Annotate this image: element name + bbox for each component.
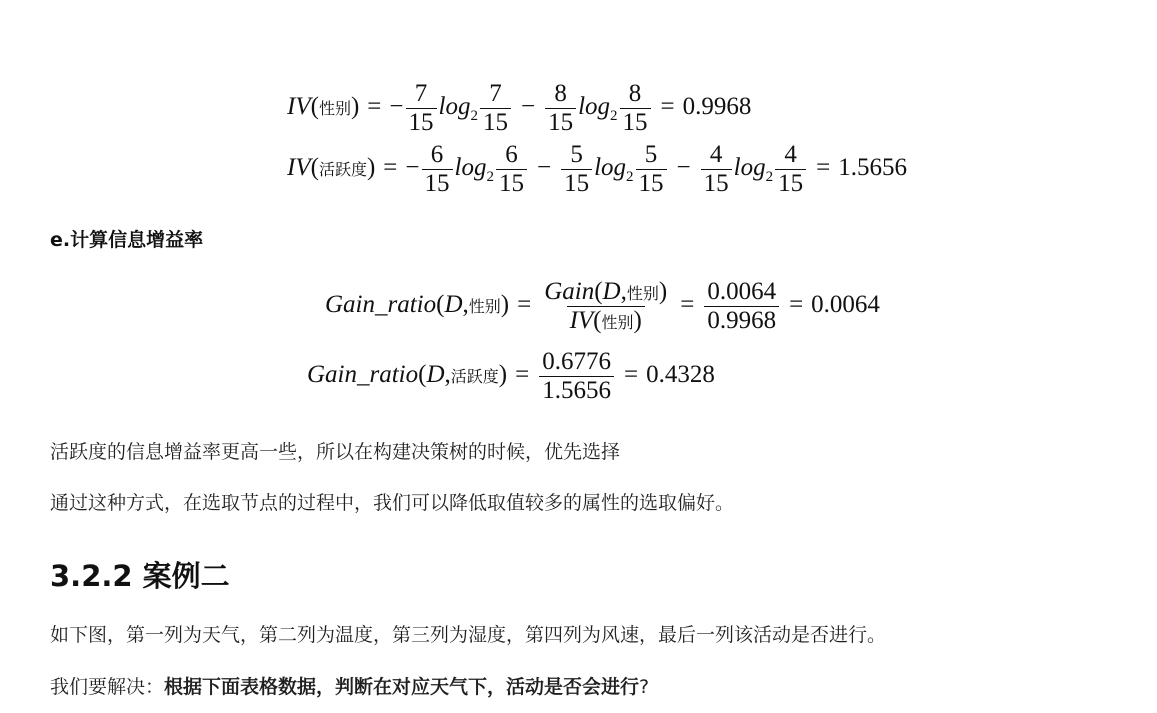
fraction: $\frac{6}{15}$	[422, 141, 453, 198]
log-fn: log	[454, 154, 487, 182]
log-base: 2	[470, 108, 478, 125]
minus-sign: −	[536, 154, 552, 182]
log-fn: log	[594, 154, 627, 182]
fraction: $\frac{5}{15}$	[636, 141, 667, 198]
log-base: 2	[626, 169, 634, 186]
result-value: 1.5656	[838, 154, 907, 182]
paragraph-conclusion: 活跃度的信息增益率更高一些，所以在构建决策树的时候，优先选择	[50, 441, 621, 463]
fn-name: Gain_ratio	[307, 361, 419, 389]
log-base: 2	[610, 108, 618, 125]
result-value: 0.9968	[682, 93, 752, 121]
fn-name: IV	[287, 93, 311, 121]
result-value: 0.0064	[811, 291, 880, 319]
log-fn: log	[578, 93, 611, 121]
fraction-values: $\frac{0.6776}{1.5656}$	[539, 348, 614, 405]
case-heading: 3.2.2 案例二	[50, 559, 230, 593]
fn-name: Gain_ratio	[325, 291, 437, 319]
log-base: 2	[765, 169, 774, 186]
neg-sign: −	[405, 154, 420, 182]
equation-gain-ratio-sex: Gain_ratio(D,性别) = $\frac{\text{Gain(D,性别)}}{\text{IV(性别)}}$ = $\frac{0.0064}{0.9968}$ = 0.0064	[325, 278, 880, 334]
minus-sign: −	[676, 154, 691, 182]
paragraph-columns: 如下图，第一列为天气，第二列为温度，第三列为湿度，第四列为风速，最后一列该活动是否进行。	[50, 624, 887, 646]
log-fn: log	[438, 93, 471, 121]
equation-iv-sex: IV(性别) = − $\frac{7}{15}$ $\log_2$ $\frac{7}{15}$ − $\frac{8}{15}$ $\log_2$ $\frac{8}{15}$ = 0.9968	[287, 80, 752, 136]
problem-suffix: ?	[639, 676, 650, 698]
fraction: $\frac{4}{15}$	[775, 141, 806, 198]
equation-gain-ratio-activity: Gain_ratio(D,活跃度) = $\frac{0.6776}{1.5656}$ = 0.4328	[307, 348, 715, 404]
fraction-values: $\frac{0.0064}{0.9968}$	[704, 278, 779, 335]
fraction: $\frac{5}{15}$	[561, 141, 592, 198]
neg-sign: −	[389, 93, 404, 121]
problem-bold: 根据下面表格数据，判断在对应天气下，活动是否会进行	[164, 676, 640, 698]
section-e-heading: e.计算信息增益率	[50, 229, 204, 251]
minus-sign: −	[520, 93, 536, 121]
fraction-gain-over-iv: $\frac{\text{Gain(D,性别)}}{\text{IV(性别)}}$	[544, 278, 668, 334]
fraction: $\frac{7}{15}$	[406, 80, 437, 137]
fraction: $\frac{8}{15}$	[620, 80, 651, 137]
fn-name: IV	[287, 154, 311, 182]
fraction: $\frac{4}{15}$	[701, 141, 732, 198]
fraction: $\frac{7}{15}$	[480, 80, 511, 137]
equation-iv-activity: IV(活跃度) = − $\frac{6}{15}$ $\log_2$ $\frac{6}{15}$ − $\frac{5}{15}$ $\log_2$ $\frac{5}{15}$ − $\frac{4}{15}$ $\log_2$ $\frac{4}{15}$ = 1.5656	[287, 141, 907, 197]
fraction: $\frac{6}{15}$	[496, 141, 527, 198]
result-value: 0.4328	[646, 361, 715, 389]
log-fn: log	[733, 154, 766, 182]
log-base: 2	[486, 169, 494, 186]
paragraph-method: 通过这种方式，在选取节点的过程中，我们可以降低取值较多的属性的选取偏好。	[50, 492, 735, 514]
paragraph-problem	[50, 672, 649, 699]
problem-prefix: 我们要解决：	[50, 676, 165, 698]
fn-arg: 性别	[318, 99, 351, 119]
fn-arg: 活跃度	[318, 160, 367, 180]
fraction: $\frac{8}{15}$	[545, 80, 576, 137]
